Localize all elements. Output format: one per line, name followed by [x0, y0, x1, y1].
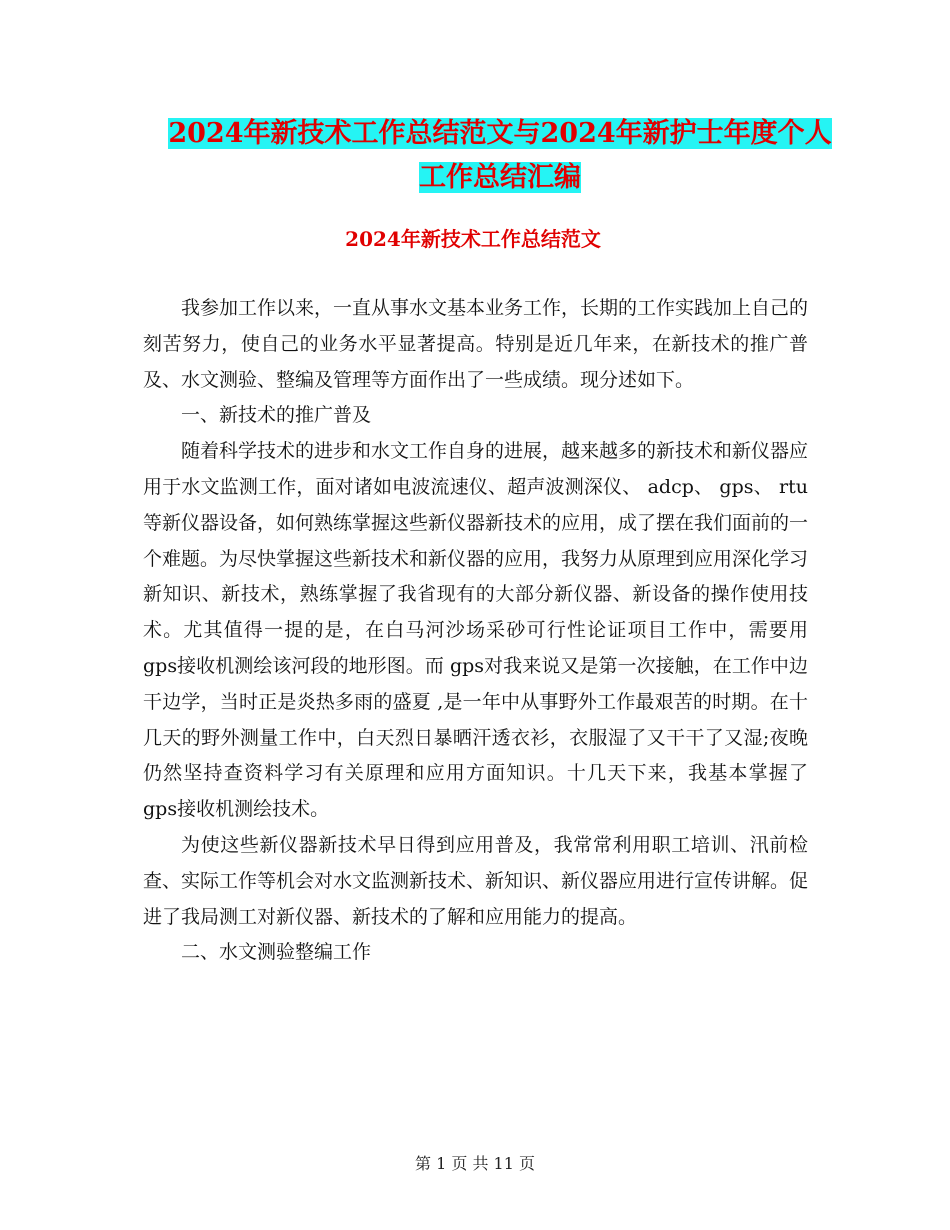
paragraph-new-tech: 随着科学技术的进步和水文工作自身的进展，越来越多的新技术和新仪器应用于水文监测工作，面对诸如电波流速仪、超声波测深仪、 adcp、 gps、 rtu等新仪器设备，如何熟练掌握这些新仪器新技术的应用，成了摆在我们面前的一个难题。为尽快掌握这些新技术和新仪器的应用，我努力从原理到应用深化学习新知识、新技术，熟练掌握了我省现有的大部分新仪器、新设备的操作使用技术。尤其值得一提的是，在白马河沙场采砂可行性论证项目工作中，需要用 gps接收机测绘该河段的地形图。而 gps对我来说又是第一次接触，在工作中边干边学，当时正是炎热多雨的盛夏 ,是一年中从事野外工作最艰苦的时期。在十几天的野外测量工作中，白天烈日暴晒汗透衣衫，衣服湿了又干干了又湿;夜晚仍然坚持查资料学习有关原理和应用方面知识。十几天下来，我基本掌握了 gps接收机测绘技术。 — [143, 440, 809, 821]
page-number: 第 1 页 共 11 页 — [415, 1154, 535, 1173]
document-title-line-1: 2024年新技术工作总结范文与2024年新护士年度个人 — [168, 118, 832, 149]
section-heading: 2024年新技术工作总结范文 — [345, 227, 601, 251]
document-title-line-2: 工作总结汇编 — [419, 162, 581, 193]
paragraph-heading-2: 二、水文测验整编工作 — [181, 941, 372, 964]
document-body — [143, 291, 808, 971]
document-title — [150, 112, 850, 200]
paragraph-intro: 我参加工作以来，一直从事水文基本业务工作，长期的工作实践加上自己的刻苦努力，使自己的业务水平显著提高。特别是近几年来，在新技术的推广普及、水文测验、整编及管理等方面作出了一些成绩。现分述如下。 — [143, 297, 809, 391]
paragraph-promotion: 为使这些新仪器新技术早日得到应用普及，我常常利用职工培训、汛前检查、实际工作等机会对水文监测新技术、新知识、新仪器应用进行宣传讲解。促进了我局测工对新仪器、新技术的了解和应用能力的提高。 — [143, 833, 809, 928]
paragraph-heading-1: 一、新技术的推广普及 — [181, 404, 372, 427]
